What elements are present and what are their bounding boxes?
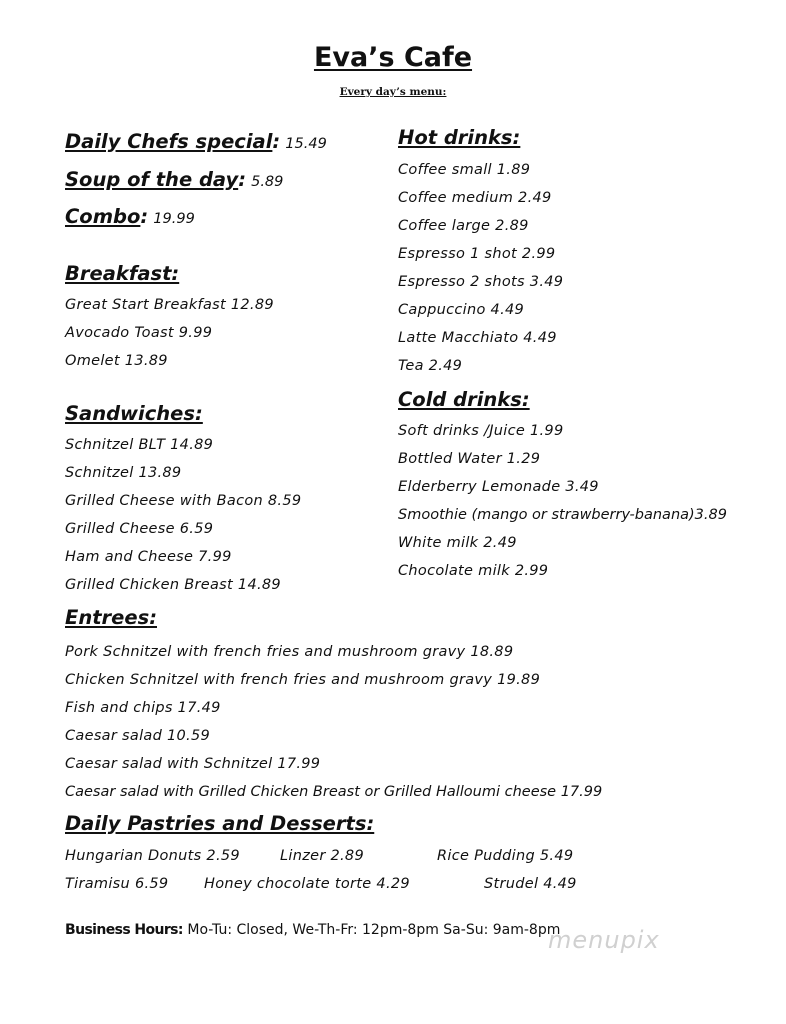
cold-drink-item: Soft drinks /Juice 1.99 bbox=[398, 423, 564, 439]
dessert-item: Honey chocolate torte 4.29 bbox=[204, 876, 410, 892]
special-price: 15.49 bbox=[285, 136, 327, 152]
special-chefs: Daily Chefs special: 15.49 bbox=[65, 130, 327, 153]
sandwich-item: Grilled Cheese 6.59 bbox=[65, 521, 214, 537]
sandwich-item: Ham and Cheese 7.99 bbox=[65, 549, 232, 565]
dessert-item: Rice Pudding 5.49 bbox=[437, 848, 574, 864]
entree-item: Caesar salad 10.59 bbox=[65, 728, 211, 744]
cold-drink-item: White milk 2.49 bbox=[398, 535, 517, 551]
breakfast-item: Great Start Breakfast 12.89 bbox=[65, 297, 274, 313]
watermark: menupix bbox=[548, 926, 660, 954]
entree-item: Caesar salad with Grilled Chicken Breast or Grilled Halloumi cheese 17.99 bbox=[65, 784, 603, 800]
hot-drink-item: Espresso 2 shots 3.49 bbox=[398, 274, 564, 290]
special-soup: Soup of the day: 5.89 bbox=[65, 168, 284, 191]
cold-drink-item: Elderberry Lemonade 3.49 bbox=[398, 479, 599, 495]
cafe-title: Eva’s Cafe bbox=[313, 42, 473, 73]
menu-subtitle: Every day’s menu: bbox=[339, 86, 447, 98]
hot-drink-item: Coffee medium 2.49 bbox=[398, 190, 552, 206]
entrees-heading: Entrees: bbox=[65, 606, 157, 629]
hot-drink-item: Cappuccino 4.49 bbox=[398, 302, 525, 318]
business-hours bbox=[65, 922, 560, 938]
entree-item: Caesar salad with Schnitzel 17.99 bbox=[65, 756, 321, 772]
special-name: Daily Chefs special bbox=[65, 130, 273, 153]
business-hours-label: Business Hours: bbox=[65, 922, 183, 938]
special-name: Soup of the day bbox=[65, 168, 239, 191]
cold-drink-item: Chocolate milk 2.99 bbox=[398, 563, 549, 579]
breakfast-heading: Breakfast: bbox=[65, 262, 180, 285]
hot-drink-item: Espresso 1 shot 2.99 bbox=[398, 246, 556, 262]
business-hours-text: Mo-Tu: Closed, We-Th-Fr: 12pm-8pm Sa-Su: 9am-8pm bbox=[187, 922, 561, 938]
cold-drinks-heading: Cold drinks: bbox=[398, 388, 530, 411]
entree-item: Fish and chips 17.49 bbox=[65, 700, 221, 716]
special-price: 5.89 bbox=[251, 174, 284, 190]
hot-drink-item: Coffee large 2.89 bbox=[398, 218, 529, 234]
special-name: Combo bbox=[65, 205, 141, 228]
desserts-heading: Daily Pastries and Desserts: bbox=[65, 812, 375, 835]
special-combo: Combo: 19.99 bbox=[65, 205, 195, 228]
hot-drink-item: Coffee small 1.89 bbox=[398, 162, 531, 178]
sandwich-item: Grilled Cheese with Bacon 8.59 bbox=[65, 493, 302, 509]
sandwiches-heading: Sandwiches: bbox=[65, 402, 203, 425]
hot-drinks-heading: Hot drinks: bbox=[398, 126, 521, 149]
hot-drink-item: Latte Macchiato 4.49 bbox=[398, 330, 557, 346]
entree-item: Chicken Schnitzel with french fries and mushroom gravy 19.89 bbox=[65, 672, 541, 688]
dessert-item: Tiramisu 6.59 bbox=[65, 876, 169, 892]
entree-item: Pork Schnitzel with french fries and mushroom gravy 18.89 bbox=[65, 644, 514, 660]
breakfast-item: Omelet 13.89 bbox=[65, 353, 168, 369]
hot-drink-item: Tea 2.49 bbox=[398, 358, 463, 374]
sandwich-item: Schnitzel 13.89 bbox=[65, 465, 182, 481]
cold-drink-item: Smoothie (mango or strawberry-banana)3.89 bbox=[398, 507, 727, 523]
breakfast-item: Avocado Toast 9.99 bbox=[65, 325, 213, 341]
sandwich-item: Grilled Chicken Breast 14.89 bbox=[65, 577, 281, 593]
special-price: 19.99 bbox=[153, 211, 195, 227]
cold-drink-item: Bottled Water 1.29 bbox=[398, 451, 541, 467]
sandwich-item: Schnitzel BLT 14.89 bbox=[65, 437, 214, 453]
dessert-item: Hungarian Donuts 2.59 bbox=[65, 848, 240, 864]
dessert-item: Linzer 2.89 bbox=[280, 848, 364, 864]
dessert-item: Strudel 4.49 bbox=[484, 876, 577, 892]
